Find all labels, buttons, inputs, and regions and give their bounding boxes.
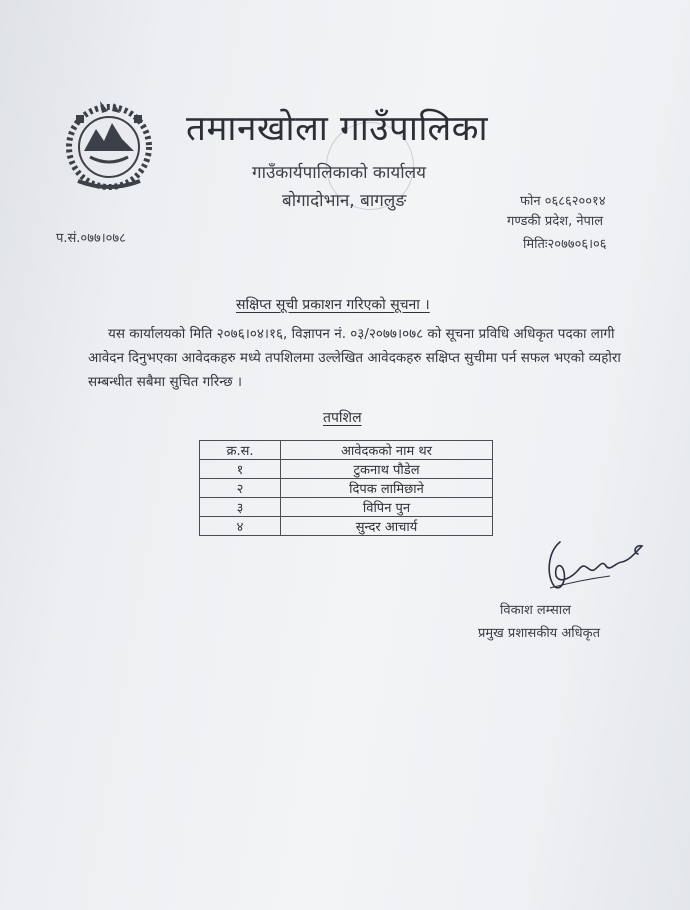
notice-body: यस कार्यालयको मिति २०७६।०४।१६, विज्ञापन नं. ०३/२०७७।०७८ को सूचना प्रविधि अधिकृत पदका लागी आवेदन दिनुभएका आवेदकहरु मध्ये तपशिलमा उल्लेखित आवेदकहरु सक्षिप्त सुचीमा पर्न सफल भएको व्यहोरा सम्बन्धीत सबैमा सुचित गरिन्छ । <box>88 326 621 390</box>
office-address: बोगादोभान, बागलुङ <box>282 191 407 211</box>
serial-cell: १ <box>200 460 281 479</box>
details-heading: तपशिल <box>323 410 362 426</box>
office-subtitle: गाउँकार्यपालिकाको कार्यालय <box>252 163 427 183</box>
column-header-serial: क्र.स. <box>200 441 281 460</box>
serial-cell: ४ <box>200 517 281 536</box>
signatory-name: विकाश लम्साल <box>500 603 571 618</box>
handwritten-signature <box>540 532 650 594</box>
notice-subject: सक्षिप्त सूची प्रकाशन गरिएको सूचना । <box>236 297 430 313</box>
column-header-name: आवेदकको नाम थर <box>281 441 493 460</box>
table-header-row <box>200 441 493 460</box>
name-cell: विपिन पुन <box>281 498 493 517</box>
name-cell: सुन्दर आचार्य <box>281 517 493 536</box>
municipality-title: तमानखोला गाउँपालिका <box>186 109 489 149</box>
table-row <box>200 498 493 517</box>
table-row <box>200 479 493 498</box>
phone-number: फोन ०६८६२००१४ <box>520 194 606 209</box>
serial-cell: ३ <box>200 498 281 517</box>
province-label: गण्डकी प्रदेश, नेपाल <box>507 214 604 229</box>
shortlist-table <box>199 440 493 536</box>
signatory-title: प्रमुख प्रशासकीय अधिकृत <box>478 626 601 641</box>
serial-cell: २ <box>200 479 281 498</box>
name-cell: टुकनाथ पौडेल <box>281 460 493 479</box>
letter-date: मितिः२०७७०६।०६ <box>523 237 607 252</box>
table-row <box>200 517 493 536</box>
reference-number: प.सं.०७७।०७८ <box>56 231 126 246</box>
name-cell: दिपक लामिछाने <box>281 479 493 498</box>
table-row <box>200 460 493 479</box>
nepal-emblem-icon <box>56 95 162 195</box>
